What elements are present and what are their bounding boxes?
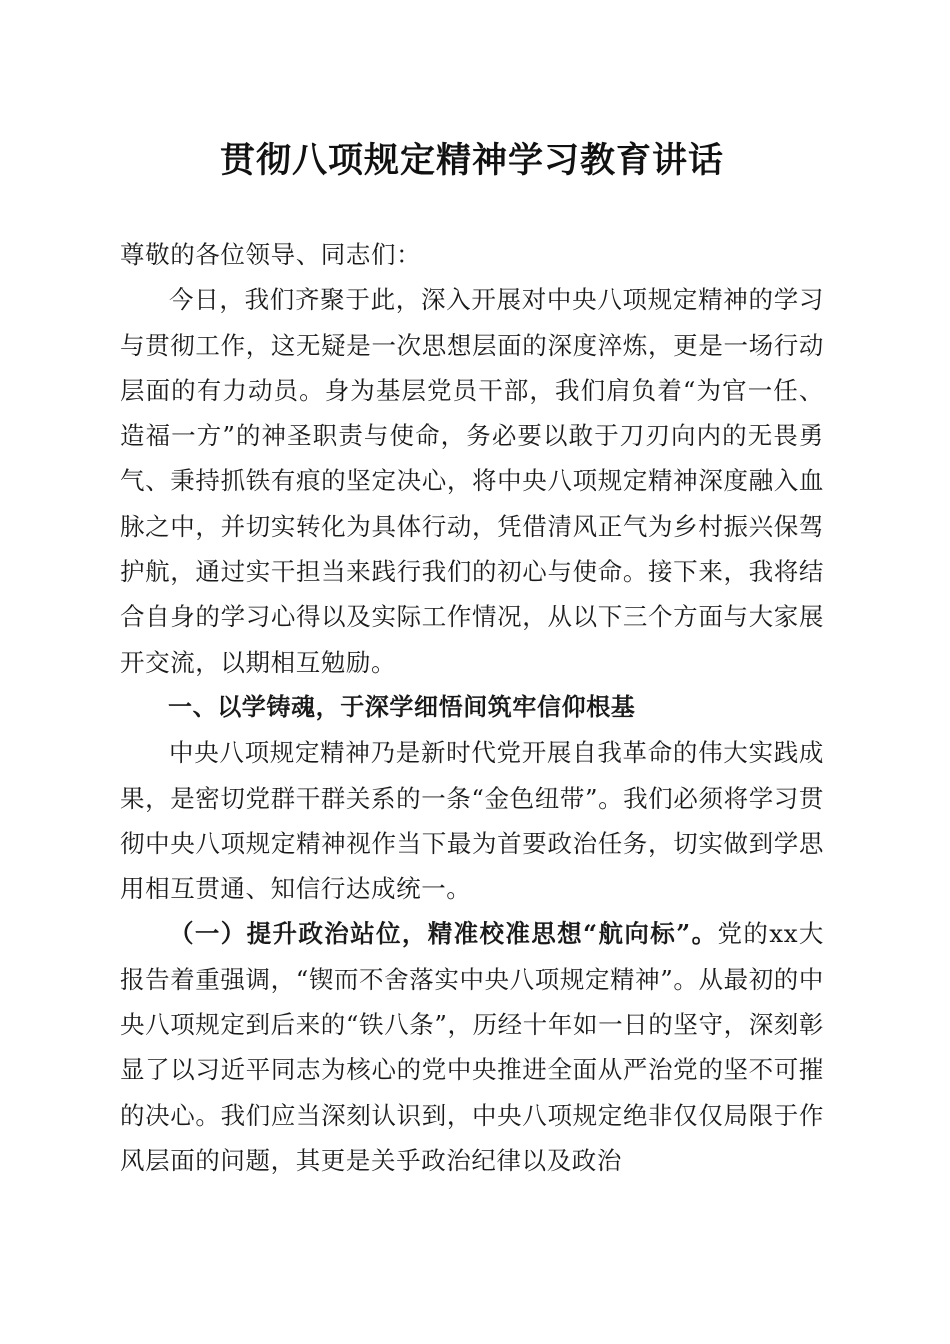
subsection-1-paragraph (120, 911, 824, 1183)
salutation: 尊敬的各位领导、同志们： (120, 240, 422, 269)
document-title: 贯彻八项规定精神学习教育讲话 (219, 140, 724, 181)
intro-paragraph: 今日，我们齐聚于此，深入开展对中央八项规定精神的学习与贯彻工作，这无疑是一次思想层面的深度淬炼，更是一场行动层面的有力动员。身为基层党员干部，我们肩负着“为官一任、造福一方”的神圣职责与使命，务必要以敢于刀刃向内的无畏勇气、秉持抓铁有痕的坚定决心，将中央八项规定精神深度融入血脉之中，并切实转化为具体行动，凭借清风正气为乡村振兴保驾护航，通过实干担当来践行我们的初心与使命。接下来，我将结合自身的学习心得以及实际工作情况，从以下三个方面与大家展开交流，以期相互勉励。 (120, 285, 824, 677)
subsection-1-lead: （一）提升政治站位，精准校准思想“航向标”。 (169, 919, 718, 949)
section-1-paragraph: 中央八项规定精神乃是新时代党开展自我革命的伟大实践成果，是密切党群干群关系的一条“金色纽带”。我们必须将学习贯彻中央八项规定精神视作当下最为首要政治任务，切实做到学思用相互贯通、知信行达成统一。 (120, 738, 824, 904)
subsection-1-body: 党的xx大报告着重强调，“锲而不舍落实中央八项规定精神”。从最初的中央八项规定到后来的“铁八条”，历经十年如一日的坚守，深刻彰显了以习近平同志为核心的党中央推进全面从严治党的坚不可摧的决心。我们应当深刻认识到，中央八项规定绝非仅仅局限于作风层面的问题，其更是关乎政治纪律以及政治 (120, 919, 824, 1175)
document-body (120, 232, 824, 1183)
section-heading-1: 一、以学铸魂，于深学细悟间筑牢信仰根基 (168, 692, 636, 721)
